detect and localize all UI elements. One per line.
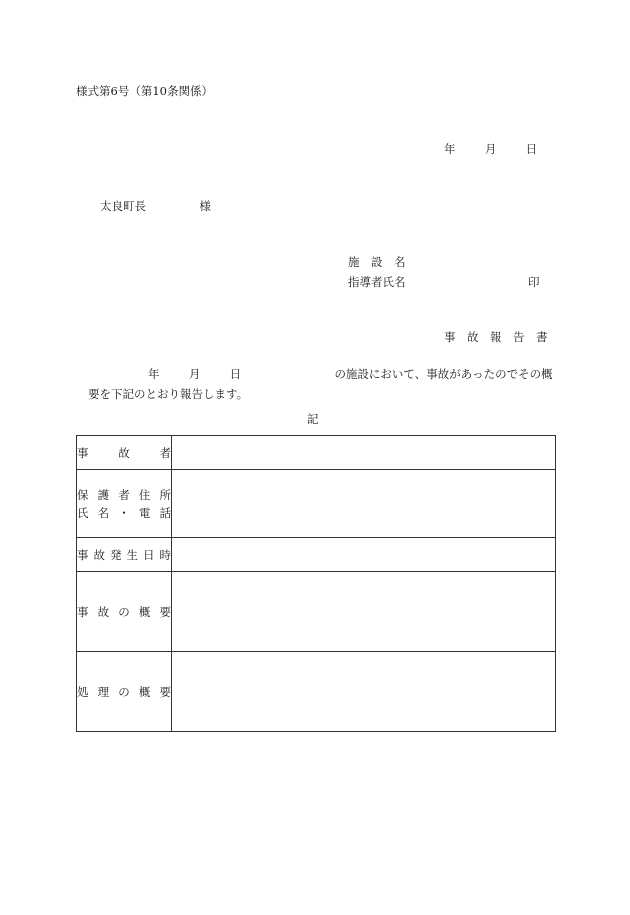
label-char: 住: [138, 487, 151, 502]
form-number: 様式第6号（第10条関係）: [76, 84, 213, 98]
label-char: 事: [77, 604, 89, 619]
addressee-name: 太良町長: [100, 199, 146, 213]
label-char: 保: [77, 487, 89, 502]
body-year-label: 年: [148, 367, 160, 381]
body-month-label: 月: [188, 367, 201, 381]
label-cell: [77, 436, 172, 470]
date-line: [444, 141, 537, 157]
date-month-label: 月: [484, 142, 497, 156]
label-cell: [77, 652, 172, 732]
value-cell-guardian[interactable]: [172, 470, 556, 538]
label-char: 時: [159, 547, 171, 562]
label-char: 所: [159, 487, 171, 502]
body-line-2: 要を下記のとおり報告します。: [88, 387, 249, 401]
label-char: 概: [138, 604, 151, 619]
row-label: [77, 445, 171, 461]
label-char: 事: [77, 445, 89, 460]
label-cell: [77, 572, 172, 652]
label-char: 発: [110, 547, 122, 562]
value-cell-accident-summary[interactable]: [172, 572, 556, 652]
label-char: 者: [159, 445, 171, 460]
label-char: 故: [118, 445, 130, 460]
addressee-honorific: 様: [199, 199, 211, 213]
label-char: 名: [97, 505, 110, 520]
label-char: 電: [138, 505, 151, 520]
seal-mark: 印: [528, 275, 540, 289]
label-char: 生: [126, 547, 138, 562]
label-char: 概: [138, 684, 151, 699]
table-row: [77, 436, 556, 470]
label-char: 要: [159, 684, 171, 699]
label-char: 事: [77, 547, 89, 562]
row-label: [77, 604, 171, 620]
label-char: の: [118, 604, 130, 619]
body-line-1: [148, 366, 553, 382]
label-char: の: [118, 684, 130, 699]
document-title: 事 故 報 告 書: [444, 330, 548, 344]
label-char: 故: [97, 604, 110, 619]
date-day-label: 日: [525, 142, 538, 156]
facility-name-label: 施 設 名: [348, 255, 406, 269]
value-cell-accident-datetime[interactable]: [172, 538, 556, 572]
label-char: 要: [159, 604, 171, 619]
instructor-name-label: 指導者氏名: [348, 275, 406, 289]
table-row: [77, 470, 556, 538]
label-char: 話: [159, 505, 171, 520]
label-char: 者: [118, 487, 130, 502]
value-cell-accident-person[interactable]: [172, 436, 556, 470]
date-year-label: 年: [444, 142, 456, 156]
body-line-1-text: の施設において、事故があったのでその概: [334, 367, 553, 381]
table-row: [77, 538, 556, 572]
table-row: [77, 652, 556, 732]
body-day-label: 日: [229, 367, 242, 381]
row-label: [77, 547, 171, 563]
label-char: 理: [97, 684, 110, 699]
label-char: ・: [118, 505, 130, 520]
ki-mark: 記: [307, 412, 319, 426]
value-cell-handling-summary[interactable]: [172, 652, 556, 732]
table-row: [77, 572, 556, 652]
label-char: 護: [97, 487, 110, 502]
row-label: [77, 684, 171, 700]
label-cell: [77, 470, 172, 538]
row-label: [77, 487, 171, 521]
label-char: 処: [77, 684, 89, 699]
report-table: [76, 435, 556, 732]
label-char: 故: [93, 547, 105, 562]
label-char: 日: [143, 547, 155, 562]
label-cell: [77, 538, 172, 572]
addressee: [100, 198, 211, 214]
label-char: 氏: [77, 505, 89, 520]
